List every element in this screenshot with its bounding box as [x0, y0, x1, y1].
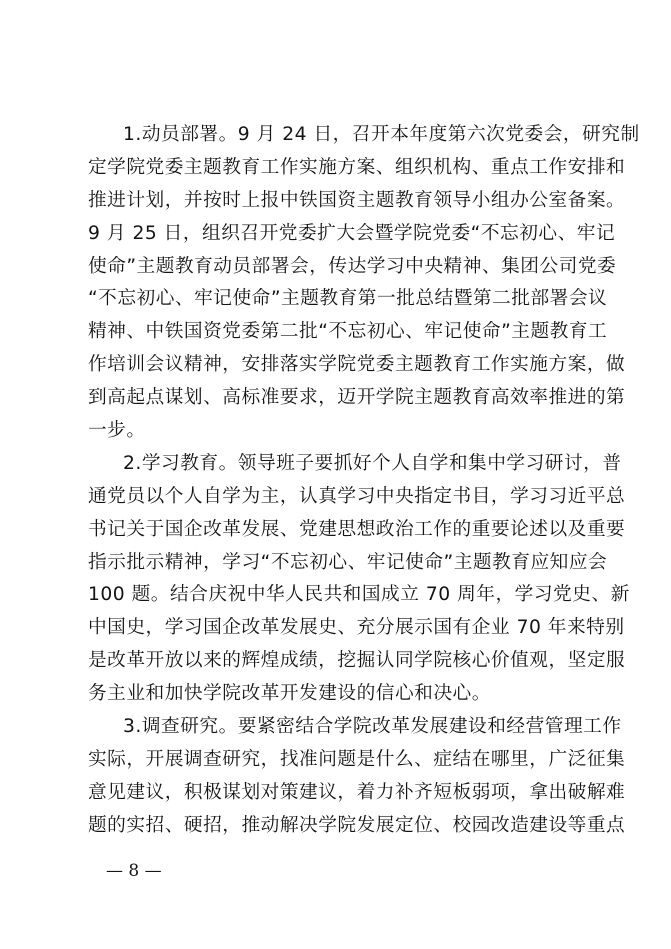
paragraph-line: 100 题。结合庆祝中华人民共和国成立 70 周年，学习党史、新	[88, 584, 630, 606]
paragraph-line: 题的实招、硬招，推动解决学院发展定位、校园改造建设等重点	[88, 814, 626, 836]
paragraph-line: 使命”主题教育动员部署会，传达学习中央精神、集团公司党委	[88, 255, 617, 277]
paragraph-line: 意见建议，积极谋划对策建议，着力补齐短板弱项，拿出破解难	[88, 781, 626, 803]
paragraph-line: 务主业和加快学院改革开发建设的信心和决心。	[88, 683, 491, 705]
paragraph-study-education	[88, 448, 630, 711]
paragraph-line: 一步。	[88, 420, 146, 442]
paragraph-line: 实际，开展调查研究，找准问题是什么、症结在哪里，广泛征集	[88, 748, 626, 770]
paragraph-line: 推进计划，并按时上报中铁国资主题教育领导小组办公室备案。	[88, 189, 626, 211]
paragraph-line: 是改革开放以来的辉煌成绩，挖掘认同学院核心价值观，坚定服	[88, 650, 626, 672]
paragraph-line: 精神、中铁国资党委第二批“不忘初心、牢记使命”主题教育工	[88, 321, 608, 343]
paragraph-line: 定学院党委主题教育工作实施方案、组织机构、重点工作安排和	[88, 156, 626, 178]
paragraph-line: 指示批示精神，学习“不忘初心、牢记使命”主题教育应知应会	[88, 551, 608, 573]
paragraph-line: 通党员以个人自学为主，认真学习中央指定书目，学习习近平总	[88, 485, 626, 507]
paragraph-line: 2.学习教育。领导班子要抓好个人自学和集中学习研讨，普	[123, 452, 622, 474]
paragraph-line: 书记关于国企改革发展、党建思想政治工作的重要论述以及重要	[88, 518, 626, 540]
paragraph-line: 3.调查研究。要紧密结合学院改革发展建设和经营管理工作	[123, 716, 622, 738]
paragraph-line: “不忘初心、牢记使命”主题教育第一批总结暨第二批部署会议	[88, 288, 608, 310]
body-text	[88, 119, 640, 843]
paragraph-line: 9 月 25 日，组织召开党委扩大会暨学院党委“不忘初心、牢记	[88, 222, 616, 244]
paragraph-research	[88, 711, 626, 843]
paragraph-mobilization	[88, 119, 640, 448]
paragraph-line: 中国史，学习国企改革发展史、充分展示国有企业 70 年来特别	[88, 617, 625, 639]
paragraph-line: 作培训会议精神，安排落实学院党委主题教育工作实施方案，做	[88, 354, 626, 376]
page-number: — 8 —	[106, 861, 162, 881]
paragraph-line: 1.动员部署。9 月 24 日，召开本年度第六次党委会，研究制	[123, 124, 640, 145]
paragraph-line: 到高起点谋划、高标准要求，迈开学院主题教育高效率推进的第	[88, 387, 626, 409]
